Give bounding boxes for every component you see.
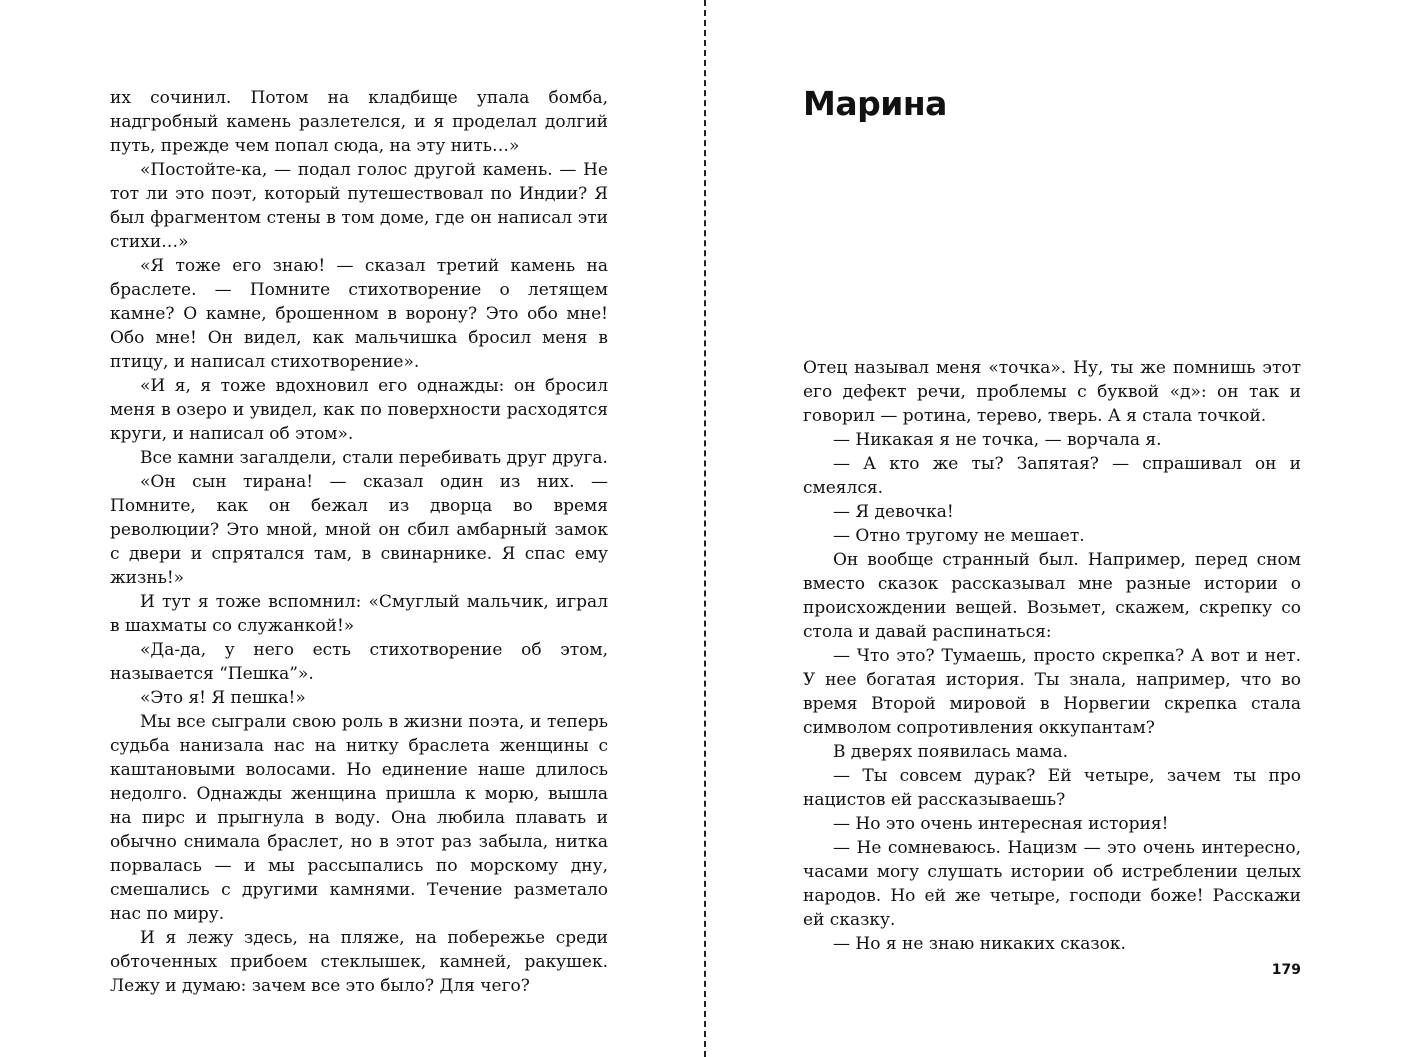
left-paragraph: «И я, я тоже вдохновил его однажды: он бросил меня в озеро и увидел, как по поверхности расходятся круги, и написал об этом». — [110, 376, 608, 444]
left-page — [110, 86, 608, 998]
right-paragraph: — Но это очень интересная история! — [833, 814, 1169, 834]
right-paragraph: Он вообще странный был. Например, перед сном вместо сказок рассказывал мне разные истории о происхождении вещей. Возьмет, скажем, скрепку со стола и давай распинаться: — [803, 550, 1301, 642]
left-paragraph: И тут я тоже вспомнил: «Смуглый мальчик, играл в шахматы со служанкой!» — [110, 592, 608, 636]
right-paragraph: — Я девочка! — [833, 502, 954, 522]
left-paragraph: «Я тоже его знаю! — сказал третий камень на браслете. — Помните стихотворение о летящем камне? О камне, брошенном в ворону? Это обо мне! Обо мне! Он видел, как мальчишка бросил меня в птицу, и написал стихотворение». — [110, 256, 608, 372]
left-paragraph: «Да-да, у него есть стихотворение об этом, называется “Пешка”». — [110, 640, 608, 684]
right-paragraph: — Но я не знаю никаких сказок. — [833, 934, 1126, 954]
right-paragraph: — Никакая я не точка, — ворчала я. — [833, 430, 1162, 450]
right-paragraph: — А кто же ты? Запятая? — спрашивал он и смеялся. — [803, 454, 1301, 498]
left-paragraph: «Это я! Я пешка!» — [140, 688, 306, 708]
right-paragraph: Отец называл меня «точка». Ну, ты же помнишь этот его дефект речи, проблемы с буквой «д»: он так и говорил — ротина, терево, тверь. А я стала точкой. — [803, 358, 1301, 426]
left-paragraph: Все камни загалдели, стали перебивать друг друга. — [140, 448, 608, 468]
page-gutter-divider — [704, 0, 706, 1057]
left-paragraph: «Он сын тирана! — сказал один из них. — Помните, как он бежал из дворца во время революции? Это мной, мной он сбил амбарный замок с двери и спрятался там, в свинарнике. Я спас ему жизнь!» — [110, 472, 608, 588]
left-paragraph: Мы все сыграли свою роль в жизни поэта, и теперь судьба нанизала нас на нитку браслета женщины с каштановыми волосами. Но единение наше длилось недолго. Однажды женщина пришла к морю, вышла на пирс и прыгнула в воду. Она любила плавать и обычно снимала браслет, но в этот раз забыла, нитка порвалась — и мы рассыпались по морскому дну, смешались с другими камнями. Течение разметало нас по миру. — [110, 712, 608, 924]
left-paragraph: «Постойте-ка, — подал голос другой камень. — Не тот ли это поэт, который путешествовал по Индии? Я был фрагментом стены в том доме, где он написал эти стихи…» — [110, 160, 608, 252]
chapter-body — [803, 356, 1301, 956]
left-paragraph: И я лежу здесь, на пляже, на побережье среди обточенных прибоем стеклышек, камней, ракушек. Лежу и думаю: зачем все это было? Для чего? — [110, 928, 608, 996]
right-page — [803, 0, 1301, 1057]
right-paragraph: — Что это? Тумаешь, просто скрепка? А вот и нет. У нее богатая история. Ты знала, например, что во время Второй мировой в Норвегии скрепка стала символом сопротивления оккупантам? — [803, 646, 1301, 738]
chapter-title: Марина — [803, 84, 947, 123]
right-paragraph: — Не сомневаюсь. Нацизм — это очень интересно, часами могу слушать истории об истреблении целых народов. Но ей же четыре, господи боже! Расскажи ей сказку. — [803, 838, 1301, 930]
right-paragraph: В дверях появилась мама. — [833, 742, 1069, 762]
right-paragraph: — Отно тругому не мешает. — [833, 526, 1085, 546]
left-paragraph: их сочинил. Потом на кладбище упала бомба, надгробный камень разлетелся, и я проделал долгий путь, прежде чем попал сюда, на эту нить…» — [110, 88, 608, 156]
right-paragraph: — Ты совсем дурак? Ей четыре, зачем ты про нацистов ей рассказываешь? — [803, 766, 1301, 810]
page-number: 179 — [1271, 962, 1301, 978]
